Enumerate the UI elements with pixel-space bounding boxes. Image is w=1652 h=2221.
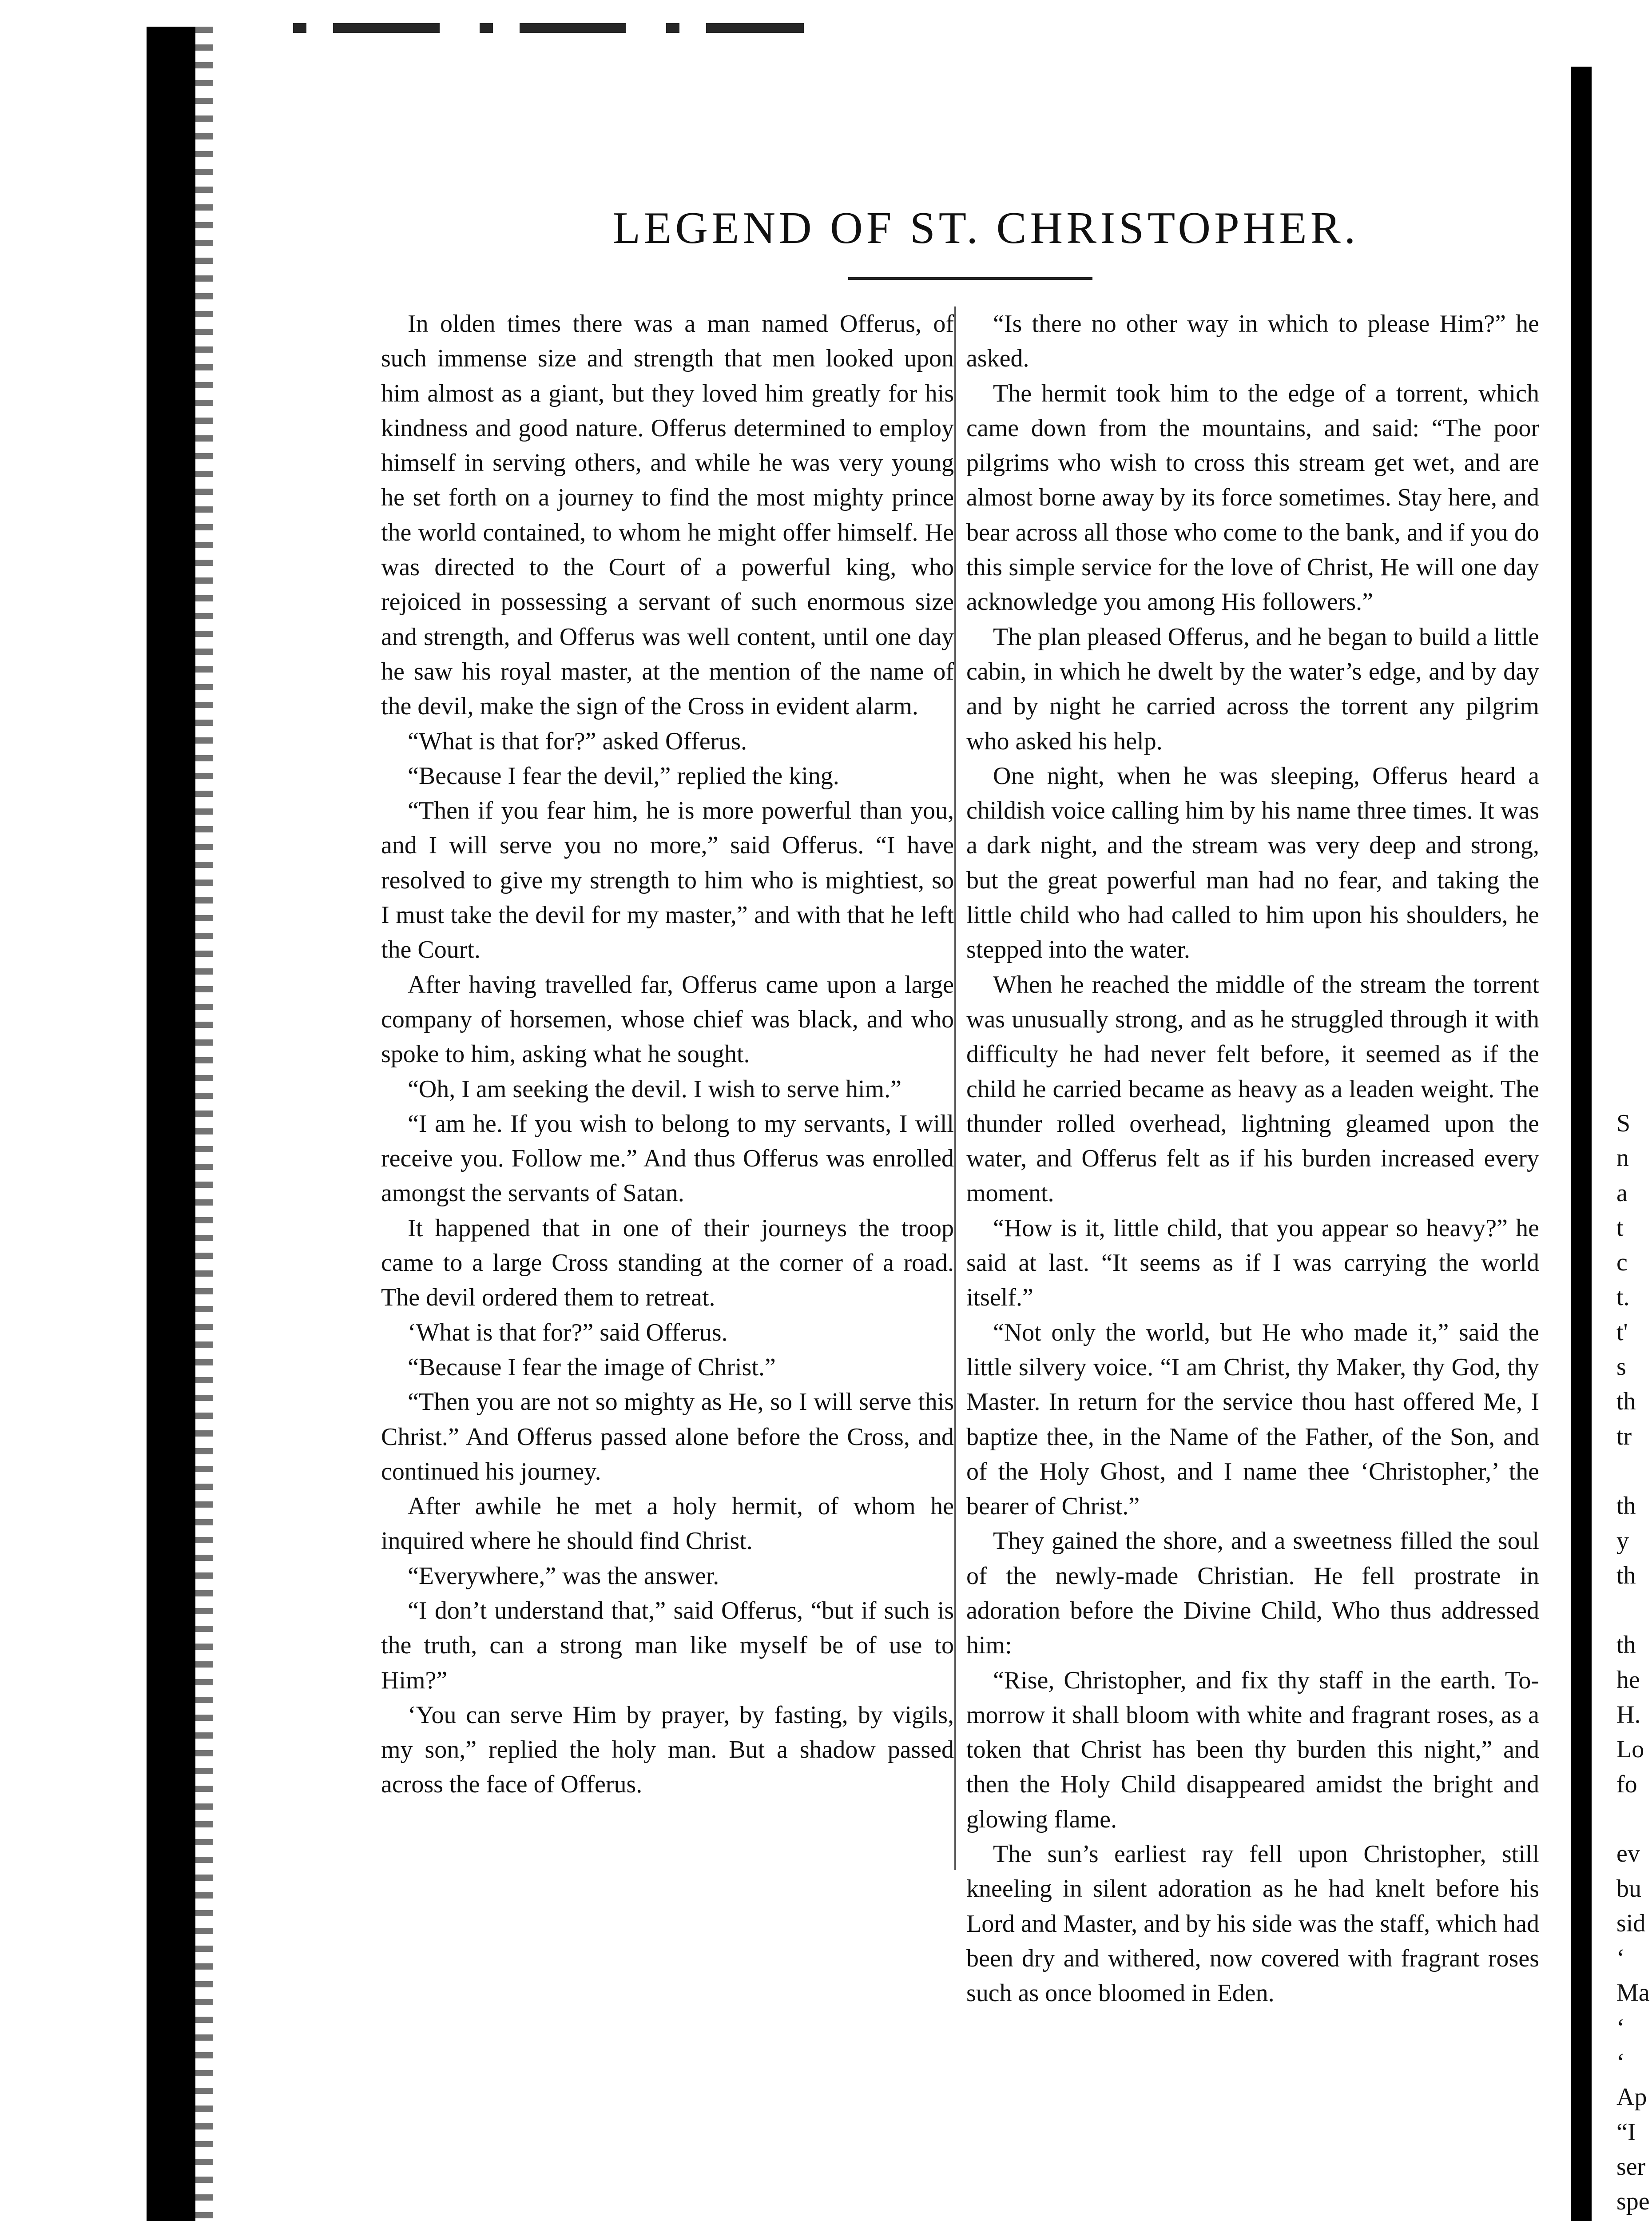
paragraph: ‘What is that for?” said Offerus. xyxy=(408,1318,728,1346)
paragraph: When he reached the middle of the stream the torrent was unusually strong, and as he struggled through it with difficulty he had never felt before, it seemed as if the child he carried became as heavy as a leaden weight. The thunder rolled overhead, lightning gleamed upon the water, and Offerus felt as if his burden increased every moment. xyxy=(966,971,1539,1207)
left-binding-edge-texture xyxy=(195,27,213,2221)
paragraph: The plan pleased Offerus, and he began to build a little cabin, in which he dwelt by the water’s edge, and by day and by night he carried across the torrent any pilgrim who asked his help. xyxy=(966,623,1539,755)
article-title: LEGEND OF ST. CHRISTOPHER. xyxy=(612,203,1359,253)
paragraph: “I don’t understand that,” said Offerus, “but if such is the truth, can a strong man like myself be of use to Him?” xyxy=(381,1596,954,1694)
title-rule xyxy=(848,277,1092,280)
fragment: t. xyxy=(1616,1283,1630,1311)
paragraph: “How is it, little child, that you appear so heavy?” he said at last. “It seems as if I was carrying the world itself.” xyxy=(966,1214,1539,1312)
fragment: t xyxy=(1616,1214,1624,1242)
fragment: he xyxy=(1616,1666,1640,1694)
facing-page-fragments xyxy=(1616,1106,1652,2219)
paragraph: ‘You can serve Him by prayer, by fasting, by vigils, my son,” replied the holy man. But a shadow passed across the face of Offerus. xyxy=(381,1701,954,1799)
fragment: ‘ xyxy=(1616,2049,1625,2077)
paragraph: They gained the shore, and a sweetness filled the soul of the newly-made Christian. He fell prostrate in adoration before the Divine Child, Who thus addressed him: xyxy=(966,1527,1539,1660)
fragment: a xyxy=(1616,1179,1628,1207)
paragraph: In olden times there was a man named Offerus, of such immense size and strength that men looked upon him almost as a giant, but they loved him greatly for his kindness and good nature. Offerus determined to employ himself in serving others, and while he was very young he set forth on a journey to find the most mighty prince the world contained, to whom he might offer himself. He was directed to the Court of a powerful king, who rejoiced in possessing a servant of such enormous size and strength, and Offerus was well content, until one day he saw his royal master, at the mention of the name of the devil, make the sign of the Cross in evident alarm. xyxy=(381,310,954,720)
fragment: th xyxy=(1616,1631,1636,1659)
fragment: th xyxy=(1616,1561,1636,1589)
paragraph: “Is there no other way in which to please Him?” he asked. xyxy=(966,310,1539,373)
paragraph: The hermit took him to the edge of a torrent, which came down from the mountains, and said: “The poor pilgrims who wish to cross this stream get wet, and are almost borne away by its force sometimes. Stay here, and bear across all those who come to the bank, and if you do this simple service for the love of Christ, He will one day acknowledge you among His followers.” xyxy=(966,379,1539,616)
fragment: ev xyxy=(1616,1840,1640,1868)
fragment: s xyxy=(1616,1353,1626,1381)
fragment: n xyxy=(1616,1144,1629,1172)
text-column-right xyxy=(966,306,1539,2011)
fragment: ‘ xyxy=(1616,2014,1625,2042)
fragment: Ma xyxy=(1616,1979,1650,2007)
fragment: tr xyxy=(1616,1422,1632,1450)
fragment: y xyxy=(1616,1527,1629,1555)
paragraph: The sun’s earliest ray fell upon Christopher, still kneeling in silent adoration as he had knelt before his Lord and Master, and by his side was the staff, which had been dry and withered, now covered with fragrant roses such as once bloomed in Eden. xyxy=(966,1840,1539,2007)
fragment: th xyxy=(1616,1492,1636,1520)
fragment: t' xyxy=(1616,1318,1628,1346)
paragraph: After having travelled far, Offerus came upon a large company of horsemen, whose chief was black, and who spoke to him, asking what he sought. xyxy=(381,971,954,1068)
paragraph: After awhile he met a holy hermit, of whom he inquired where he should find Christ. xyxy=(381,1493,954,1555)
paragraph: It happened that in one of their journeys the troop came to a large Cross standing at the corner of a road. The devil ordered them to retreat. xyxy=(381,1214,954,1312)
paragraph: “I am he. If you wish to belong to my servants, I will receive you. Follow me.” And thus Offerus was enrolled amongst the servants of Satan. xyxy=(381,1110,954,1207)
fragment xyxy=(1616,1593,1652,1628)
paragraph: “Everywhere,” was the answer. xyxy=(408,1562,719,1590)
fragment: c xyxy=(1616,1249,1628,1277)
paragraph: “Oh, I am seeking the devil. I wish to serve him.” xyxy=(408,1075,901,1103)
top-scan-marks xyxy=(293,23,804,33)
fragment: fo xyxy=(1616,1770,1637,1798)
fragment: th xyxy=(1616,1388,1636,1416)
fragment: H. xyxy=(1616,1701,1641,1729)
fragment: Ap xyxy=(1616,2083,1647,2111)
fragment: “I xyxy=(1616,2118,1636,2146)
fragment: sid xyxy=(1616,1909,1646,1937)
paragraph: “Rise, Christopher, and fix thy staff in the earth. To-morrow it shall bloom with white and fragrant roses, as a token that Christ has been thy burden this night,” and then the Holy Child disappeared amidst the bright and glowing flame. xyxy=(966,1666,1539,1833)
paragraph: “Because I fear the devil,” replied the king. xyxy=(408,762,839,790)
column-divider xyxy=(954,306,956,1870)
left-binding-edge xyxy=(147,27,195,2221)
paragraph: One night, when he was sleeping, Offerus heard a childish voice calling him by his name three times. It was a dark night, and the stream was very deep and strong, but the great powerful man had no fear, and taking the little child who had called to him upon his shoulders, he stepped into the water. xyxy=(966,762,1539,964)
paragraph: “Then you are not so mighty as He, so I will serve this Christ.” And Offerus passed alone before the Cross, and continued his journey. xyxy=(381,1388,954,1485)
fragment: spe xyxy=(1616,2188,1650,2216)
fragment: ‘ xyxy=(1616,1944,1625,1972)
paragraph: “Then if you fear him, he is more powerful than you, and I will serve you no more,” said Offerus. “I have resolved to give my strength to him who is mightiest, so I must take the devil for my master,” and with that he left the Court. xyxy=(381,797,954,964)
paragraph: “What is that for?” asked Offerus. xyxy=(408,727,747,755)
fragment: S xyxy=(1616,1110,1631,1137)
fragment: bu xyxy=(1616,1875,1641,1903)
paragraph: “Because I fear the image of Christ.” xyxy=(408,1353,776,1381)
text-column-left xyxy=(381,306,954,1802)
right-binding-edge xyxy=(1571,67,1592,2221)
fragment xyxy=(1616,1454,1652,1489)
fragment xyxy=(1616,1802,1652,1836)
paragraph: “Not only the world, but He who made it,” said the little silvery voice. “I am Christ, thy Maker, thy God, thy Master. In return for the service thou hast offered Me, I baptize thee, in the Name of the Father, of the Son, and of the Holy Ghost, and I name thee ‘Christopher,’ the bearer of Christ.” xyxy=(966,1318,1539,1520)
fragment: ser xyxy=(1616,2153,1646,2181)
fragment: Lo xyxy=(1616,1735,1644,1763)
